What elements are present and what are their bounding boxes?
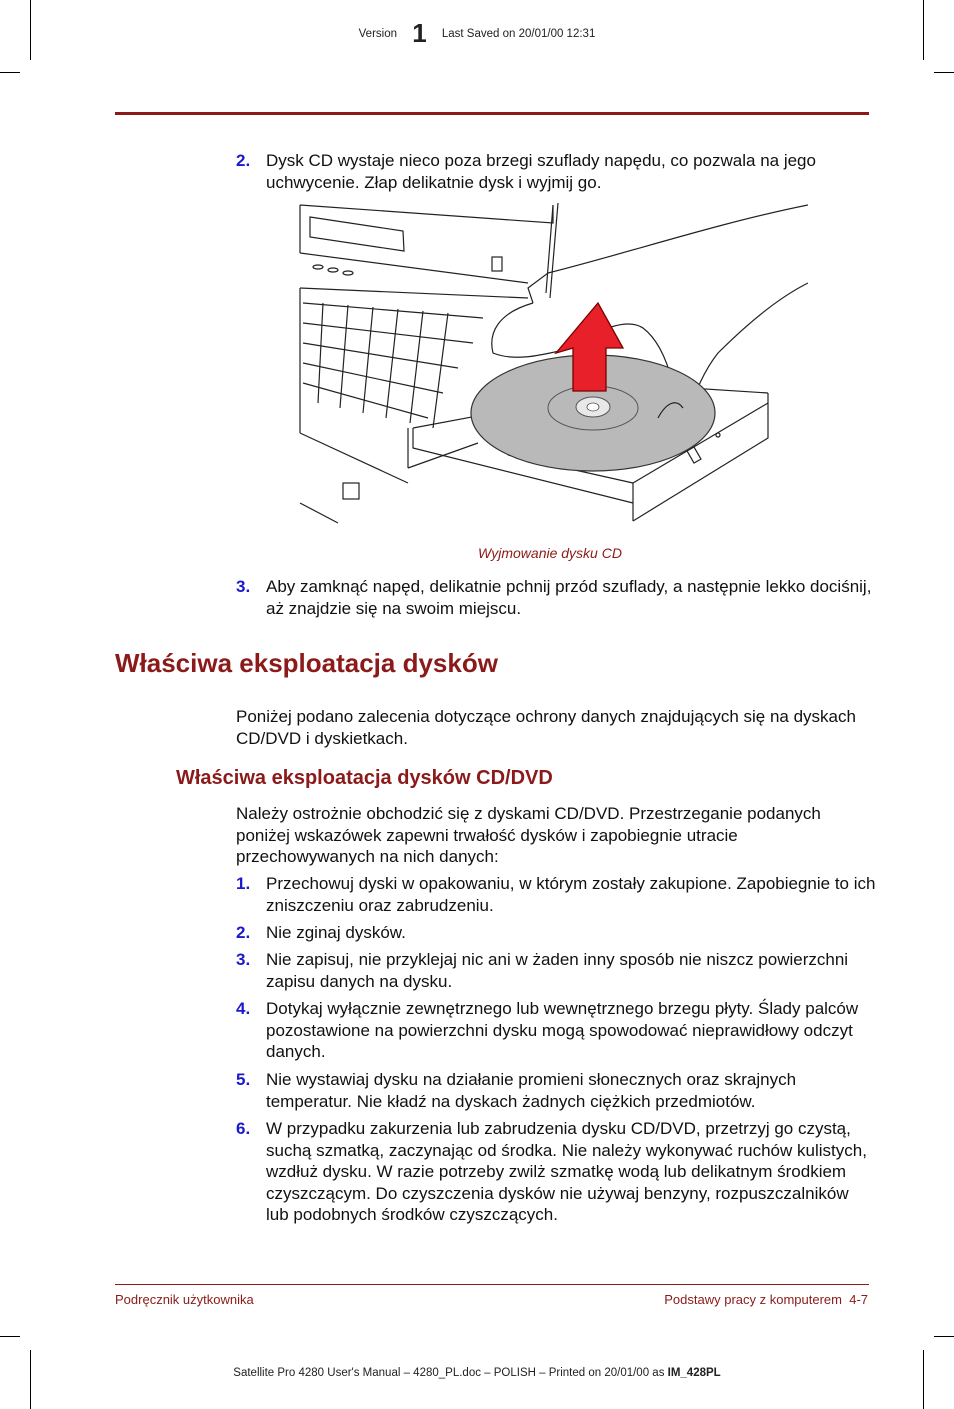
list-number: 4. — [236, 999, 251, 1018]
header-rule — [115, 112, 869, 115]
crop-mark — [30, 1350, 31, 1409]
step-number: 2. — [236, 151, 251, 170]
section-intro: Poniżej podano zalecenia dotyczące ochrony danych znajdujących się na dyskach CD/DVD i dyskietkach. — [236, 707, 856, 748]
step-text: Dysk CD wystaje nieco poza brzegi szuflady napędu, co pozwala na jego uchwycenie. Złap delikatnie dysk i wyjmij go. — [266, 151, 816, 192]
list-item — [236, 1069, 876, 1112]
footer-rule — [115, 1284, 869, 1285]
footer-page-info: Podstawy pracy z komputerem 4-7 — [664, 1292, 868, 1307]
version-number: 1 — [412, 18, 427, 48]
crop-mark — [0, 1336, 20, 1337]
list-text: Przechowuj dyski w opakowaniu, w którym zostały zakupione. Zapobiegnie to ich zniszczeniu oraz zabrudzeniu. — [266, 874, 876, 915]
list-item — [236, 949, 876, 992]
crop-mark — [0, 72, 20, 73]
crop-mark — [934, 1336, 954, 1337]
list-text: W przypadku zakurzenia lub zabrudzenia dysku CD/DVD, przetrzyj go czystą, suchą szmatką, zaczynając od środka. Nie należy wykonywać ruchów kulistych, wzdłuż dysku. W razie potrzeby zwilż szmatkę wodą lub delikatnym środkiem czyszczącym. Do czyszczenia dysków nie używaj benzyny, rozpuszczalników lub podobnych środków czyszczących. — [266, 1119, 867, 1224]
list-text: Dotykaj wyłącznie zewnętrznego lub wewnętrznego brzegu płyty. Ślady palców pozostawione na powierzchni dysku mogą spowodować nieprawidłowy odczyt danych. — [266, 999, 859, 1061]
version-header — [0, 18, 954, 49]
list-item — [236, 873, 876, 916]
last-saved: Last Saved on 20/01/00 12:31 — [441, 28, 596, 40]
footer-manual-title: Podręcznik użytkownika — [115, 1292, 254, 1307]
subsection-title: Właściwa eksploatacja dysków CD/DVD — [176, 767, 553, 789]
list-number: 6. — [236, 1119, 251, 1138]
list-number: 2. — [236, 923, 251, 942]
section-title: Właściwa eksploatacja dysków — [115, 648, 498, 678]
step-text: Aby zamknąć napęd, delikatnie pchnij przód szuflady, a następnie lekko dociśnij, aż znajdzie się na swoim miejscu. — [266, 577, 872, 618]
list-number: 3. — [236, 950, 251, 969]
version-label: Version — [358, 28, 397, 40]
list-item — [236, 1118, 876, 1226]
subsection-intro: Należy ostrożnie obchodzić się z dyskami CD/DVD. Przestrzeganie podanych poniżej wskazówek zapewni trwałość dysków i zapobiegnie utracie przechowywanych na nich danych: — [236, 804, 821, 866]
list-text: Nie zginaj dysków. — [266, 923, 406, 942]
print-info — [0, 1367, 954, 1379]
step-3 — [236, 576, 876, 619]
step-2 — [236, 150, 876, 193]
crop-mark — [923, 1350, 924, 1409]
figure-caption: Wyjmowanie dysku CD — [478, 545, 622, 561]
list-text: Nie zapisuj, nie przyklejaj nic ani w żaden inny sposób nie niszcz powierzchni zapisu danych na dysku. — [266, 950, 849, 991]
list-item — [236, 998, 876, 1063]
list-number: 1. — [236, 874, 251, 893]
list-item — [236, 922, 876, 944]
print-text: Satellite Pro 4280 User's Manual – 4280_PL.doc – POLISH – Printed on 20/01/00 as — [233, 1367, 668, 1379]
cd-removal-illustration — [298, 203, 808, 539]
step-number: 3. — [236, 577, 251, 596]
list-text: Nie wystawiaj dysku na działanie promieni słonecznych oraz skrajnych temperatur. Nie kładź na dyskach żadnych ciężkich przedmiotów. — [266, 1070, 797, 1111]
print-code: IM_428PL — [667, 1367, 721, 1379]
crop-mark — [934, 72, 954, 73]
list-number: 5. — [236, 1070, 251, 1089]
